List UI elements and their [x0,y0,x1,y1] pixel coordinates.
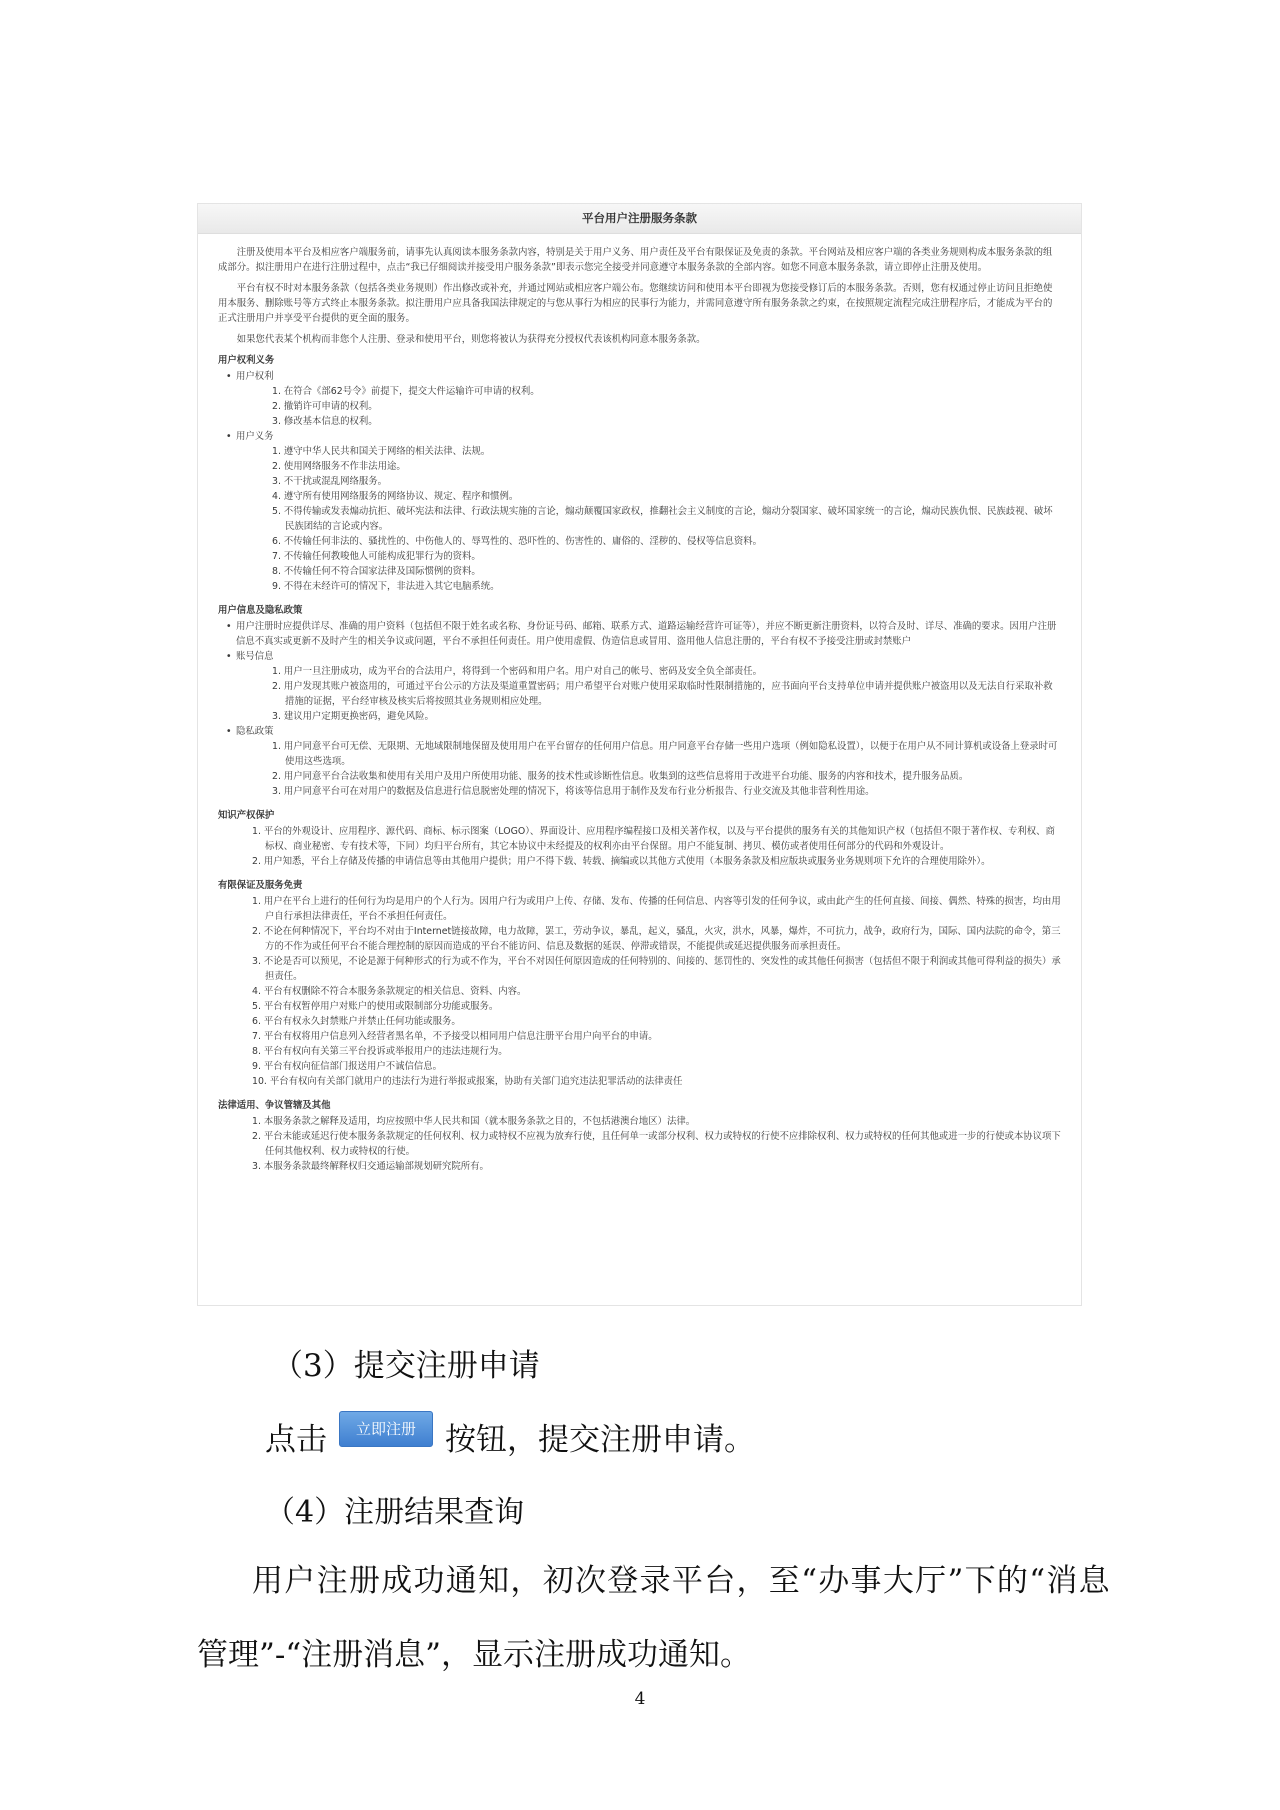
list-item: 5. 平台有权暂停用户对账户的使用或限制部分功能或服务。 [252,1001,499,1012]
list-item: 1. 平台的外观设计、应用程序、源代码、商标、标示图案（LOGO）、界面设计、应用程序编程接口及相关著作权，以及与平台提供的服务有关的其他知识产权（包括但不限于著作权、专利权、商标权、商业秘密、专有技术等，下同）均归平台所有，其它本协议中未经提及的权利亦由平台保留。用户不能复制、拷贝、模仿或者使用任何部分的代码和外观设计。 [252,826,1055,852]
list-item: 2. 用户发现其账户被盗用的，可通过平台公示的方法及渠道重置密码；用户希望平台对账户使用采取临时性限制措施的，应书面向平台支持单位申请并提供账户被盗用以及无法自行采取补救措施的证据，平台经审核及核实后将按照其业务规则相应处理。 [272,681,1053,707]
list-item: 7. 不传输任何教唆他人可能构成犯罪行为的资料。 [272,551,481,562]
terms-body [198,234,1081,1174]
list-item: 8. 不传输任何不符合国家法律及国际惯例的资料。 [272,566,481,577]
terms-intro: 注册及使用本平台及相应客户端服务前，请事先认真阅读本服务条款内容，特别是关于用户义务、用户责任及平台有限保证及免责的条款。平台网站及相应客户端的各类业务规则构成本服务条款的组成部分。拟注册用户在进行注册过程中，点击“我已仔细阅读并接受用户服务条款”即表示您完全接受并同意遵守本服务条款的全部内容。如您不同意本服务条款，请立即停止注册及使用。 [218,247,1053,273]
click-instruction [265,1414,755,1459]
section-title: 用户信息及隐私政策 [218,605,303,616]
list-item: 9. 平台有权向征信部门报送用户不诚信信息。 [252,1061,443,1072]
list-item: 3. 修改基本信息的权利。 [272,416,378,427]
list-item: 6. 平台有权永久封禁账户并禁止任何功能或服务。 [252,1016,461,1027]
list-item: 3. 本服务条款最终解释权归交通运输部规划研究院所有。 [252,1161,489,1172]
bullet-label: • 用户权利 [218,369,1061,384]
list-item: 2. 用户知悉，平台上存储及传播的申请信息等由其他用户提供；用户不得下载、转载、摘编或以其他方式使用（本服务条款及相应版块或服务业务规则项下允许的合理使用除外）。 [252,856,991,867]
terms-screenshot [197,203,1082,1306]
list-item: 10. 平台有权向有关部门就用户的违法行为进行举报或报案，协助有关部门追究违法犯罪活动的法律责任 [252,1076,683,1087]
list-item: 3. 不论是否可以预见，不论是源于何种形式的行为或不作为，平台不对因任何原因造成的任何特别的、间接的、惩罚性的、突发性的或其他任何损害（包括但不限于利润或其他可得利益的损失）承担责任。 [252,956,1061,982]
bullet-label: • 账号信息 [218,649,1061,664]
list-item: 1. 用户同意平台可无偿、无限期、无地域限制地保留及使用用户在平台留存的任何用户信息。用户同意平台存储一些用户选项（例如隐私设置），以便于在用户从不同计算机或设备上登录时可使用这些选项。 [272,741,1058,767]
list-item: 6. 不传输任何非法的、骚扰性的、中伤他人的、辱骂性的、恐吓性的、伤害性的、庸俗的、淫秽的、侵权等信息资料。 [272,536,763,547]
list-item: 9. 不得在未经许可的情况下，非法进入其它电脑系统。 [272,581,500,592]
section-title: 知识产权保护 [218,810,275,821]
click-prefix: 点击 [265,1422,327,1458]
click-suffix: 按钮，提交注册申请。 [445,1422,756,1458]
list-item: 8. 平台有权向有关第三平台投诉或举报用户的违法违规行为。 [252,1046,508,1057]
list-item: 1. 本服务条款之解释及适用，均应按照中华人民共和国（就本服务条款之目的，不包括港澳台地区）法律。 [252,1116,696,1127]
terms-intro: 如果您代表某个机构而非您个人注册、登录和使用平台，则您将被认为获得充分授权代表该机构同意本服务条款。 [236,334,706,345]
list-item: 3. 用户同意平台可在对用户的数据及信息进行信息脱密处理的情况下，将该等信息用于制作及发布行业分析报告、行业交流及其他非营利性用途。 [272,786,875,797]
bullet-text: • 用户注册时应提供详尽、准确的用户资料（包括但不限于姓名或名称、身份证号码、邮箱、联系方式、道路运输经营许可证等），并应不断更新注册资料，以符合及时、详尽、准确的要求。因用户注册信息不真实或更新不及时产生的相关争议或问题，平台不承担任何责任。用户使用虚假、伪造信息或冒用、盗用他人信息注册的，平台有权不予接受注册或封禁账户 [218,619,1061,649]
list-item: 5. 不得传输或发表煽动抗拒、破坏宪法和法律、行政法规实施的言论，煽动颠覆国家政权，推翻社会主义制度的言论，煽动分裂国家、破坏国家统一的言论，煽动民族仇恨、民族歧视、破坏民族团结的言论或内容。 [272,506,1053,532]
step4-heading: （4）注册结果查询 [265,1495,525,1530]
body-paragraph-line: 管理”-“注册消息”，显示注册成功通知。 [197,1637,752,1673]
list-item: 2. 平台未能或延迟行使本服务条款规定的任何权利、权力或特权不应视为放弃行使，且任何单一或部分权利、权力或特权的行使不应排除权利、权力或特权的任何其他或进一步的行使或本协议项下任何其他权利、权力或特权的行使。 [252,1131,1061,1157]
list-item: 2. 撤销许可申请的权利。 [272,401,378,412]
bullet-label: • 用户义务 [218,429,1061,444]
list-item: 3. 建议用户定期更换密码，避免风险。 [272,711,434,722]
section-title: 有限保证及服务免责 [218,880,303,891]
section-title: 法律适用、争议管辖及其他 [218,1100,331,1111]
list-item: 1. 遵守中华人民共和国关于网络的相关法律、法规。 [272,446,491,457]
section-title: 用户权利义务 [218,355,275,366]
list-item: 7. 平台有权将用户信息列入经营者黑名单，不予接受以相同用户信息注册平台用户向平台的申请。 [252,1031,658,1042]
list-item: 4. 平台有权删除不符合本服务条款规定的相关信息、资料、内容。 [252,986,527,997]
body-paragraph-line: 用户注册成功通知，初次登录平台，至“办事大厅”下的“消息 [252,1563,1111,1599]
list-item: 3. 不干扰或混乱网络服务。 [272,476,388,487]
step3-heading: （3）提交注册申请 [272,1348,540,1384]
list-item: 1. 在符合《部62号令》前提下，提交大件运输许可申请的权利。 [272,386,540,397]
list-item: 2. 不论在何种情况下，平台均不对由于Internet链接故障，电力故障，罢工，劳动争议，暴乱，起义，骚乱，火灾，洪水，风暴，爆炸，不可抗力，战争，政府行为，国际、国内法院的命令，第三方的不作为或任何平台不能合理控制的原因而造成的平台不能访问、信息及数据的延误、停滞或错误，不能提供或延迟提供服务而承担责任。 [252,926,1061,952]
terms-title: 平台用户注册服务条款 [198,204,1081,234]
list-item: 1. 用户一旦注册成功，成为平台的合法用户，将得到一个密码和用户名。用户对自己的帐号、密码及安全负全部责任。 [272,666,763,677]
list-item: 2. 使用网络服务不作非法用途。 [272,461,406,472]
register-now-button[interactable]: 立即注册 [339,1411,433,1447]
list-item: 2. 用户同意平台合法收集和使用有关用户及用户所使用功能、服务的技术性或诊断性信息。收集到的这些信息将用于改进平台功能、服务的内容和技术，提升服务品质。 [272,771,969,782]
list-item: 4. 遵守所有使用网络服务的网络协议、规定、程序和惯例。 [272,491,519,502]
page-number: 4 [634,1689,646,1709]
bullet-label: • 隐私政策 [218,724,1061,739]
terms-intro: 平台有权不时对本服务条款（包括各类业务规则）作出修改或补充，并通过网站或相应客户端公布。您继续访问和使用本平台即视为您接受修订后的本服务条款。否则，您有权通过停止访问且拒绝使用本服务、删除账号等方式终止本服务条款。拟注册用户应具备我国法律规定的与您从事行为相应的民事行为能力，并需同意遵守所有服务条款之约束，在按照规定流程完成注册程序后，才能成为平台的正式注册用户并享受平台提供的更全面的服务。 [218,283,1053,324]
list-item: 1. 用户在平台上进行的任何行为均是用户的个人行为。因用户行为或用户上传、存储、发布、传播的任何信息、内容等引发的任何争议，或由此产生的任何直接、间接、偶然、特殊的损害，均由用户自行承担法律责任，平台不承担任何责任。 [252,896,1061,922]
